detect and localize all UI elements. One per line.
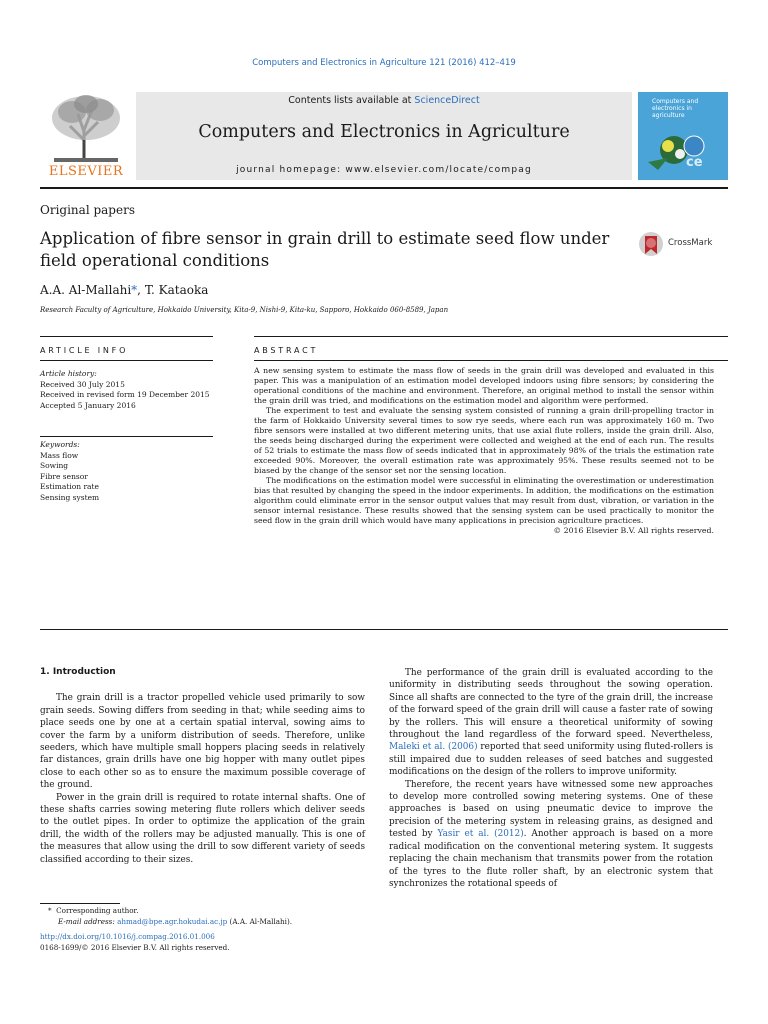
cover-badge: ce <box>686 155 703 170</box>
elsevier-tree-icon <box>40 92 132 164</box>
corresponding-author-mark[interactable]: * <box>131 283 138 297</box>
keyword-item: Sowing <box>40 461 69 470</box>
revised-date: Received in revised form 19 December 2015 <box>40 390 210 399</box>
issn-line: 0168-1699/© 2016 Elsevier B.V. All rights reserved. <box>40 942 230 952</box>
body-paragraph <box>389 779 713 891</box>
crossmark-icon <box>638 230 664 258</box>
abstract-rule <box>254 360 728 361</box>
info-top-rule <box>40 336 213 337</box>
body-paragraph: The grain drill is a tractor propelled vehicle used primarily to sow grain seeds. Sowing differs from seeding in that; while seeding aims to place seeds one by one at a certain spatial interval, sowing aims to cover the farm by a uniform distribution of seeds. Therefore, unlike seeders, which have multiple small hoppers placing seeds in relatively far distances, grain drills have one big hopper with many outlet pipes close to each other so as to ensure the maximum possible coverage of the ground. <box>40 693 365 791</box>
keywords <box>40 440 213 503</box>
doi-link[interactable]: http://dx.doi.org/10.1016/j.compag.2016.01.006 <box>40 932 215 941</box>
corresponding-author-note <box>40 906 365 917</box>
abstract-top-rule <box>254 336 728 337</box>
journal-banner <box>136 92 632 180</box>
contents-prefix: Contents lists available at <box>288 95 415 106</box>
paragraph-text: Therefore, the recent years have witnessed some new approaches to develop more controlled sowing metering systems. One of these approaches is based on using pneumatic device to improve the precision of the metering system in releasing grains, as designed and tested by <box>389 779 713 840</box>
journal-reference[interactable]: Computers and Electronics in Agriculture 121 (2016) 412–419 <box>252 58 516 68</box>
email-note <box>40 917 365 928</box>
body-paragraph: Power in the grain drill is required to rotate internal shafts. One of these shafts carries sowing metering flute rollers which deliver seeds to the outlet pipes. In order to optimize the application of the grain drill, the width of the rollers may be adjusted manually. This is one of the measures that allow using the drill to sow different variety of seeds classified according to their sizes. <box>40 792 365 865</box>
section-heading: 1. Introduction <box>40 667 116 677</box>
author-1: A.A. Al-Mallahi <box>40 283 132 297</box>
article-history <box>40 369 213 411</box>
keyword-item: Estimation rate <box>40 482 99 491</box>
footnotes <box>40 906 365 953</box>
footnote-mark: * <box>48 906 52 915</box>
article-title: Application of fibre sensor in grain drill to estimate seed flow under field operational conditions <box>40 229 610 270</box>
section-type: Original papers <box>40 203 135 217</box>
email-suffix: (A.A. Al-Mallahi). <box>227 916 293 926</box>
body-paragraph <box>389 667 713 779</box>
paragraph-text: reported that seed uniformity using fluted-rollers is still impaired due to sudden releases of seed batches and suggested modifications on the design of the rollers to improve uniformity. <box>389 742 713 778</box>
info-rule <box>40 360 213 361</box>
keywords-rule <box>40 436 213 437</box>
journal-title: Computers and Electronics in Agriculture <box>198 122 570 142</box>
journal-homepage[interactable]: journal homepage: www.elsevier.com/locate/compag <box>236 165 532 175</box>
footnote-rule <box>40 903 120 904</box>
cover-artwork-icon <box>638 122 728 180</box>
author-2: T. Kataoka <box>144 283 209 297</box>
copyright: © 2016 Elsevier B.V. All rights reserved. <box>553 526 714 535</box>
email-link[interactable]: ahmad@bpe.agr.hokudai.ac.jp <box>117 916 228 926</box>
right-column <box>389 667 713 890</box>
keywords-label: Keywords: <box>40 440 80 449</box>
cover-title: Computers and electronics in agriculture <box>652 98 699 119</box>
paragraph-text: . Another approach is based on a more radical modification on the conventional metering system. It suggests replacing the chain mechanism that transmits power from the rotation of the tyres to the flute roller shaft, by an electronic system that synchronizes the rotational speeds of <box>389 829 713 889</box>
publisher-name: ELSEVIER <box>48 164 124 179</box>
journal-cover-image <box>638 92 728 180</box>
header-rule <box>40 187 728 189</box>
history-label: Article history: <box>40 369 97 378</box>
sciencedirect-link[interactable]: ScienceDirect <box>414 95 480 106</box>
citation-link[interactable]: Maleki et al. (2006) <box>389 742 478 753</box>
crossmark-badge[interactable] <box>638 230 722 260</box>
accepted-date: Accepted 5 January 2016 <box>40 400 136 410</box>
elsevier-logo <box>40 92 132 182</box>
abstract-heading: ABSTRACT <box>254 346 319 355</box>
received-date: Received 30 July 2015 <box>40 379 125 389</box>
article-info-heading: ARTICLE INFO <box>40 346 129 355</box>
abstract-text <box>254 366 714 536</box>
contents-line <box>136 95 632 106</box>
keyword-item: Sensing system <box>40 492 100 502</box>
paragraph-text: The performance of the grain drill is evaluated according to the uniformity in distributing seeds throughout the sowing operation. Since all shafts are connected to the tyre of the grain drill, the increase of the forward speed of the grain drill will cause a faster rate of sowing by the rollers. This will ensure a theoretical uniformity of sowing throughout the land regardless of the forward speed. Nevertheless, <box>389 668 713 741</box>
citation-link[interactable]: Yasir et al. (2012) <box>437 829 524 840</box>
left-column <box>40 666 365 866</box>
footnote-text: Corresponding author. <box>56 906 139 915</box>
email-label: E-mail address: <box>58 916 118 926</box>
abstract-paragraph: The experiment to test and evaluate the sensing system consisted of running a grain drill-propelling tractor in the farm of Hokkaido University several times to sow rye seeds, where each run was approximately 160 m. Two fibre sensors were installed at two different metering units, that use axial flute rollers, inside the grain drill. Also, the seeds being discharged during the experiment were collected and weighed at the end of each run. The results of 52 trials to estimate the mass flow of seeds indicated that in approximately 98% of the trials the estimation rate exceeded 90%. Moreover, the overall estimation rate was approximately 95%. These results seemed not to be biased by the change of the sensor set nor the sensing location. <box>254 406 714 475</box>
author-separator: , <box>137 283 145 297</box>
abstract-bottom-rule <box>40 629 728 630</box>
authors <box>40 283 208 297</box>
keyword-item: Mass flow <box>40 450 79 460</box>
abstract-paragraph: The modifications on the estimation model were successful in eliminating the overestimation or underestimation bias that resulted by changing the speed in the indoor experiments. In addition, the modifications on the estimation algorithm could eliminate error in the sensor output values that may result from dust, vibration, or variation in the sensor internal resistance. These results showed that the sensing system can be used practically to monitor the seed flow in the grain drill which would have many applications in precision agriculture practices. <box>254 476 714 525</box>
affiliation: Research Faculty of Agriculture, Hokkaido University, Kita-9, Nishi-9, Kita-ku, Sapporo, Hokkaido 060-8589, Japan <box>40 306 449 314</box>
keyword-item: Fibre sensor <box>40 471 88 481</box>
crossmark-label: CrossMark <box>668 238 713 248</box>
abstract-paragraph: A new sensing system to estimate the mass flow of seeds in the grain drill was developed and evaluated in this paper. This was a manipulation of an estimation model developed indoors using fibre sensors; by considering the operational conditions of the machine and environment. Therefore, an original method to install the sensor within the grain drill was tried, and modifications on the estimation model and algorithm were performed. <box>254 366 714 405</box>
